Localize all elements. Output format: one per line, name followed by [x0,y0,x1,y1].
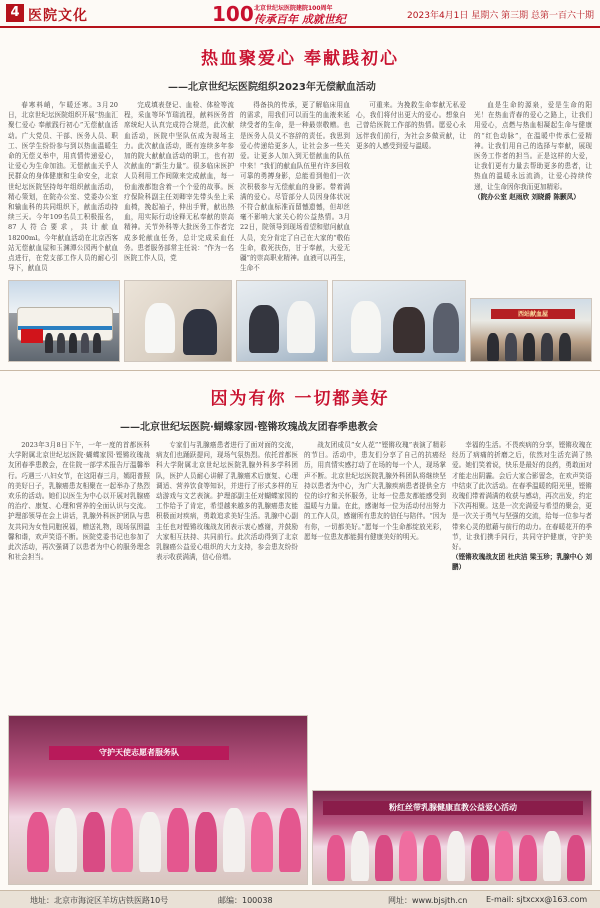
article2-subtitle: ——北京世纪坛医院·蝴蝶家园·铿锵玫瑰战友团春季患教会 [120,422,378,433]
article1-text-2: 完成填表登记、血检、体检等流程，采血等环节瑞流程，献料医务首席统纪人认真完成符合规范，此次献血活动，医院中坚队伍成为现场主力。此次献血活动，既有连续多年参加的院大献献血活动的职工，也有初次献血的“新生力量”。很多临床医护人员利用工作间隙来完成献血，每一份血液都饱含着一个个爱的故事。医疗保险科副主任刘卿宰先带头坐上采血椅，挽起袖子，伸出手臂，献出热血，用实际行动诠释无私奉献的崇高精神。关节外科等大批医务工作者完成多轮献血任务，总计完成采血任务。患者服务部常主任说：“作为一名医院工作人员，党 [124,101,234,263]
donation-photo-1 [124,280,232,362]
article1-text-1: 春寒料峭，乍暖还寒。3月20日，北京世纪坛医院组织开展“热血汇聚仁爱心 奉献践行初心”无偿献血活动。广大党员、干部、医务人员、职工、医学生纷纷参与到以热血温暖生命的无偿义举中，用真情传递爱心，让爱心为生命加油。无偿献血关乎人民群众的身体健康和生命安全，北京世纪坛医院坚持每年组织献血活动，精心策划，在院办公室、党委办公室和输血科的共同组织下，献血活动持续三天。今年109名员工积极报名，87人符合要求，共计献血18200ml。今年献血活动在北京西客站无偿献血屋和玉渊潭公园两个献血点进行，在党支部工作人员的耐心引导下，献血员 [8,101,118,273]
article1-text-3: 得备执的传承，更了解临床用血的需求，用我们可以而生的血液来延续受者的生命，是一种最崇敬赠。也是医务人员义不容辞的责任。我思到爱心传递给更多人，让社会多一些关爱。让更多人加入到无偿献血的队伍中来！”我们的献血队伍里有许多回收可靠的勇搏身影，总能看到他们一次次积极参与无偿献血的身影。带着满满的爱心。尽管部分人员因身体状况不符合献血标准而留憾遗憾，但却丝毫不影响大家关心的公益热情。3月22日，院领导到现场看望和慰问献血人员，充分肯定了自己在大家的“敬佑生命，救死扶伤，甘于奉献，大爱无疆”的崇高职业精神。血液可以再生，生命不 [240,101,350,273]
article2-credit: （铿锵玫瑰战友团 杜庆洁 梁玉珍；乳腺中心 刘鹏） [452,553,592,572]
article2-text-3: 战友团成员“女人花”“铿锵玫瑰”表演了精彩的节目。活动中，患友们分享了自己的抗癌经历，用真情实感打动了在场的每一个人，现场掌声不断。北京世纪坛医院乳腺外科团队将继续坚持以患者为中心，为广大乳腺疾病患者提供全方位的诊疗和关怀服务，让每一位患友都能感受到温暖与力量。在此，感谢每一位为活动付出努力的工作人员，感谢所有患友的信任与陪伴。“因为有你，一切都美好。”愿每一个生命都绽放光彩，愿每一位患友都能拥有健康美好的明天。 [304,441,446,541]
article1-column-4 [356,100,466,275]
issue-info: 2023年4月1日 星期六 第三期 总第一百六十期 [407,11,594,21]
article1-column-3 [240,100,350,275]
article1-column-1 [8,100,118,275]
article1-column-5 [474,100,592,275]
party-flag [21,329,43,343]
article1-text-4: 可重来。为挽救生命奉献无私爱心，我们将付出更大的爱心。想象自己曾给医院工作部的热情。愿爱心永远伴我们前行，为社会多做贡献，让更多的人感受到爱与温暖。 [356,101,466,150]
article2-text-1: 2023年3月8日下午，一年一度的首都医科大学附属北京世纪坛医院·蝴蝶家园·铿锵玫瑰战友团春季患教会，在住院一部学术报告厅温馨举行。巧遇三·八妇女节，在这阳春三月，嫣阳普照的美好日子，乳腺癌患友相聚在一起举办了热烈欢乐的活动。她们以医生为中心以开展对乳腺癌的治疗、康复、心理和营养的全面认识与交流。护理部领导在会上讲话，乳腺外科医护团队与患友共同为女性同胞祝福，赠送礼物，现场氛围温馨和谐，欢声笑语不断。医院党委书记也参加了此次活动，再次强调了以患者为中心的服务理念和社会担当。 [8,441,150,562]
event-group-photo-2 [312,790,592,885]
brand-slogan: 传承百年 成就世纪 [254,13,346,26]
section-title: 医院文化 [28,8,88,24]
page-number: 4 [6,4,24,22]
article2-column-1 [8,440,150,710]
article-divider [0,370,600,371]
article2-column-2 [156,440,298,710]
article1-credit: （院办公室 赵雨欣 刘晓爵 陈颢凤） [474,192,580,201]
article1-title: 热血聚爱心 奉献践初心 [201,49,399,69]
footer-website[interactable]: 网址：www.bjsjth.cn [388,896,468,905]
footer-postcode: 邮编：100038 [218,896,273,905]
footer-address: 地址：北京市海淀区羊坊店铁医路10号 [30,896,169,905]
article1-column-2 [124,100,234,275]
donation-photo-2 [236,280,328,362]
donation-station-photo [470,298,592,362]
article1-text-5: 血是生命的源泉，爱是生命的阳光！在热血青春的爱心之路上，让我们用爱心，点燃与热血相凝起生命与健康的“红色动脉”，在温暖中传承仁爱精神。让我们用自己的选择与奉献，展现医务工作者的担当。正是这样的大爱，让我们更有力量去帮助更多的患者，让热血的温暖永远流淌，让爱心持续传递，让生命因你我而更加精彩。 [474,101,592,191]
donation-station-sign: 西站献血屋 [491,309,575,319]
footer-email[interactable]: E-mail: sjtxcxx@163.com [486,895,588,904]
newspaper-header [0,0,600,28]
brand-tagline: 北京世纪坛医院建院100周年 [254,5,333,12]
article2-title: 因为有你 一切都美好 [210,389,390,409]
article2-column-3 [304,440,446,710]
newspaper-footer [0,890,600,908]
event-banner-right: 粉红丝带乳腺健康直教公益爱心活动 [323,801,583,815]
article2-column-4 [452,440,592,710]
article2-text-4: 幸福的生活。不畏疾病的分享，铿锵玫瑰在经历了病痛的折磨之后，依然对生活充满了热爱。她们笑着说，快乐是最好的良药，勇敢面对才能走出阴霾。会后大家合影留念，在欢声笑语中结束了此次活动。在春季温暖的阳光里，铿锵玫瑰们带着满满的收获与感动，再次出发，约定下次再相聚。这是一次充满爱与希望的聚会，更是一次关于勇气与坚强的交流，给每一位参与者带来心灵的慰藉与前行的动力。在春暖花开的季节，让我们携手同行，共同守护健康，守护美好。 [452,441,592,552]
centennial-logo [212,2,352,26]
article2-text-2: 专家们与乳腺癌患者进行了面对面的交流，病友们也踊跃提问，现场气氛热烈。依托首都医科大学附属北京世纪坛医院乳腺外科多学科团队，医护人员耐心讲解了乳腺癌术后康复、心理调适、营养饮食等知识，并进行了形式多样的互动游戏与文艺表演。护理部副主任对蝴蝶家园的工作给予了肯定，希望越来越多的乳腺癌患友能积极面对疾病，勇敢追求美好生活。乳腺中心副主任也对铿锵玫瑰战友团表示衷心感谢，并鼓励大家相互扶持、共同前行。此次活动得到了北京乳腺癌公益爱心组织的大力支持，参会患友纷纷表示收获满满，信心倍增。 [156,441,298,562]
centennial-emblem-icon: 100 [212,2,254,26]
blood-bus-group-photo [8,280,120,362]
article1-subtitle: ——北京世纪坛医院组织2023年无偿献血活动 [168,82,376,93]
event-group-photo-1 [8,715,308,885]
event-banner-left: 守护天使志愿者服务队 [49,746,229,760]
donation-photo-3 [332,280,466,362]
